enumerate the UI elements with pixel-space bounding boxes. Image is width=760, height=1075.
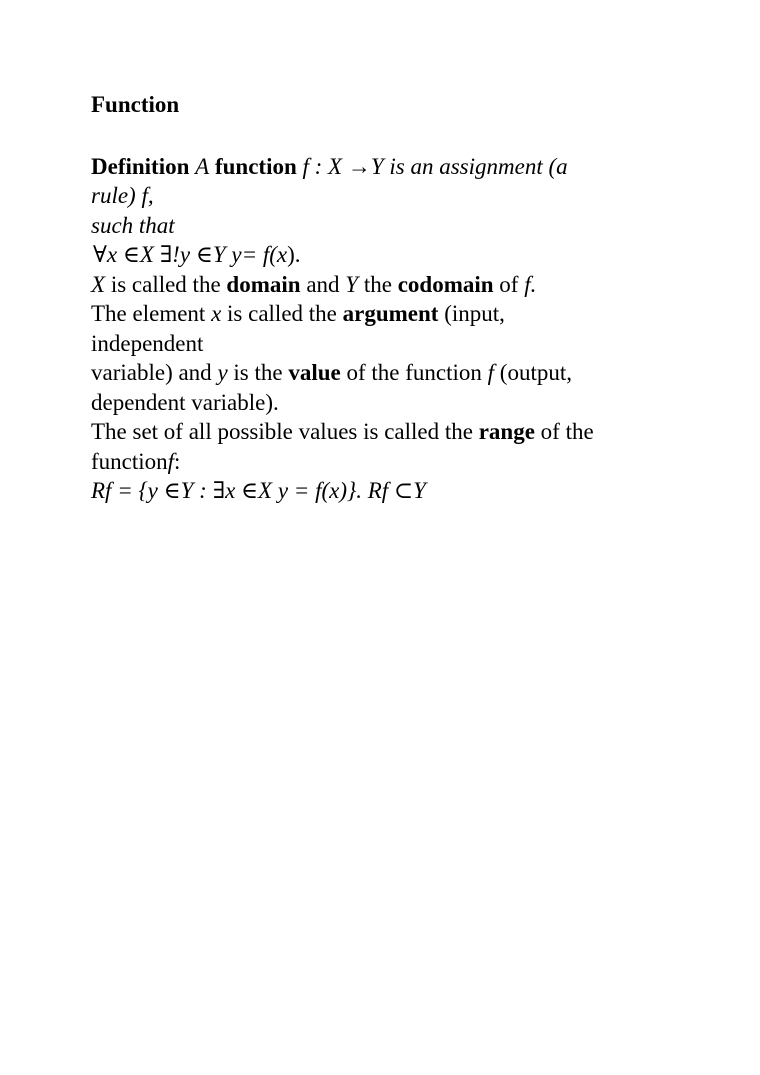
formula-y: y bbox=[179, 242, 191, 267]
argument-line3-d: (output, bbox=[499, 360, 572, 385]
argument-x: x bbox=[211, 301, 222, 326]
definition-term: function bbox=[214, 153, 297, 179]
element-of-symbol-2: ∈ bbox=[195, 242, 213, 267]
argument-line3-c: of the function bbox=[346, 360, 482, 385]
page-title: Function bbox=[91, 92, 180, 117]
range-line2-b: : bbox=[174, 448, 181, 474]
formula-equation: y= f( bbox=[231, 242, 277, 267]
formula-close: ). bbox=[287, 242, 301, 267]
domain-x: X bbox=[91, 271, 106, 297]
range-text-2: of the bbox=[540, 419, 594, 444]
argument-term: argument bbox=[342, 301, 439, 326]
formula-uniqueness bbox=[91, 240, 691, 270]
definition-text-a: A bbox=[195, 153, 210, 179]
argument-line-2: independent bbox=[91, 330, 204, 356]
codomain-y: Y bbox=[345, 271, 359, 297]
argument-y: y bbox=[217, 360, 228, 385]
definition-line-1 bbox=[91, 152, 691, 182]
argument-f: f bbox=[487, 360, 495, 385]
document-page bbox=[91, 90, 691, 506]
domain-term: domain bbox=[226, 271, 301, 297]
definition-line-3: such that bbox=[91, 212, 175, 238]
formula-set-y: Y bbox=[212, 242, 226, 267]
formula-x-arg: x bbox=[276, 242, 288, 267]
argument-text-2: is called the bbox=[227, 301, 337, 326]
argument-text-3: (input, bbox=[444, 301, 505, 326]
argument-line3-a: variable) and bbox=[91, 360, 212, 385]
domain-sentence bbox=[91, 270, 691, 300]
forall-symbol: ∀ bbox=[93, 242, 107, 267]
exists-unique-symbol: ∃! bbox=[159, 242, 180, 267]
formula-set-x: X bbox=[139, 242, 154, 267]
argument-line-1 bbox=[91, 299, 691, 329]
domain-text-3: the bbox=[363, 271, 392, 297]
definition-line-2: rule) f, bbox=[91, 183, 154, 208]
element-of-symbol: ∈ bbox=[122, 242, 140, 267]
range-line2-a: function bbox=[91, 448, 168, 474]
domain-text-4: of bbox=[499, 271, 519, 297]
definition-signature: f : X →Y bbox=[302, 153, 384, 179]
domain-text-2: and bbox=[306, 271, 340, 297]
argument-line-4: dependent variable). bbox=[91, 389, 279, 415]
range-line-2 bbox=[91, 447, 691, 477]
value-term: value bbox=[288, 360, 341, 385]
definition-text-b: is an assignment (a bbox=[389, 153, 568, 179]
definition-label: Definition bbox=[91, 153, 190, 179]
range-text-1: The set of all possible values is called the bbox=[91, 419, 473, 444]
domain-f: f. bbox=[524, 271, 537, 297]
argument-line3-b: is the bbox=[233, 360, 283, 385]
argument-line-3 bbox=[91, 358, 691, 388]
formula-x: x bbox=[106, 242, 118, 267]
codomain-term: codomain bbox=[397, 271, 494, 297]
range-f: f bbox=[167, 448, 175, 474]
range-term: range bbox=[478, 419, 535, 444]
domain-text-1: is called the bbox=[110, 271, 221, 297]
range-line-1 bbox=[91, 417, 691, 447]
argument-text-1: The element bbox=[91, 301, 206, 326]
range-formula: Rf = {y ∈Y : ∃x ∈X y = f(x)}. Rf ⊂Y bbox=[91, 478, 426, 503]
